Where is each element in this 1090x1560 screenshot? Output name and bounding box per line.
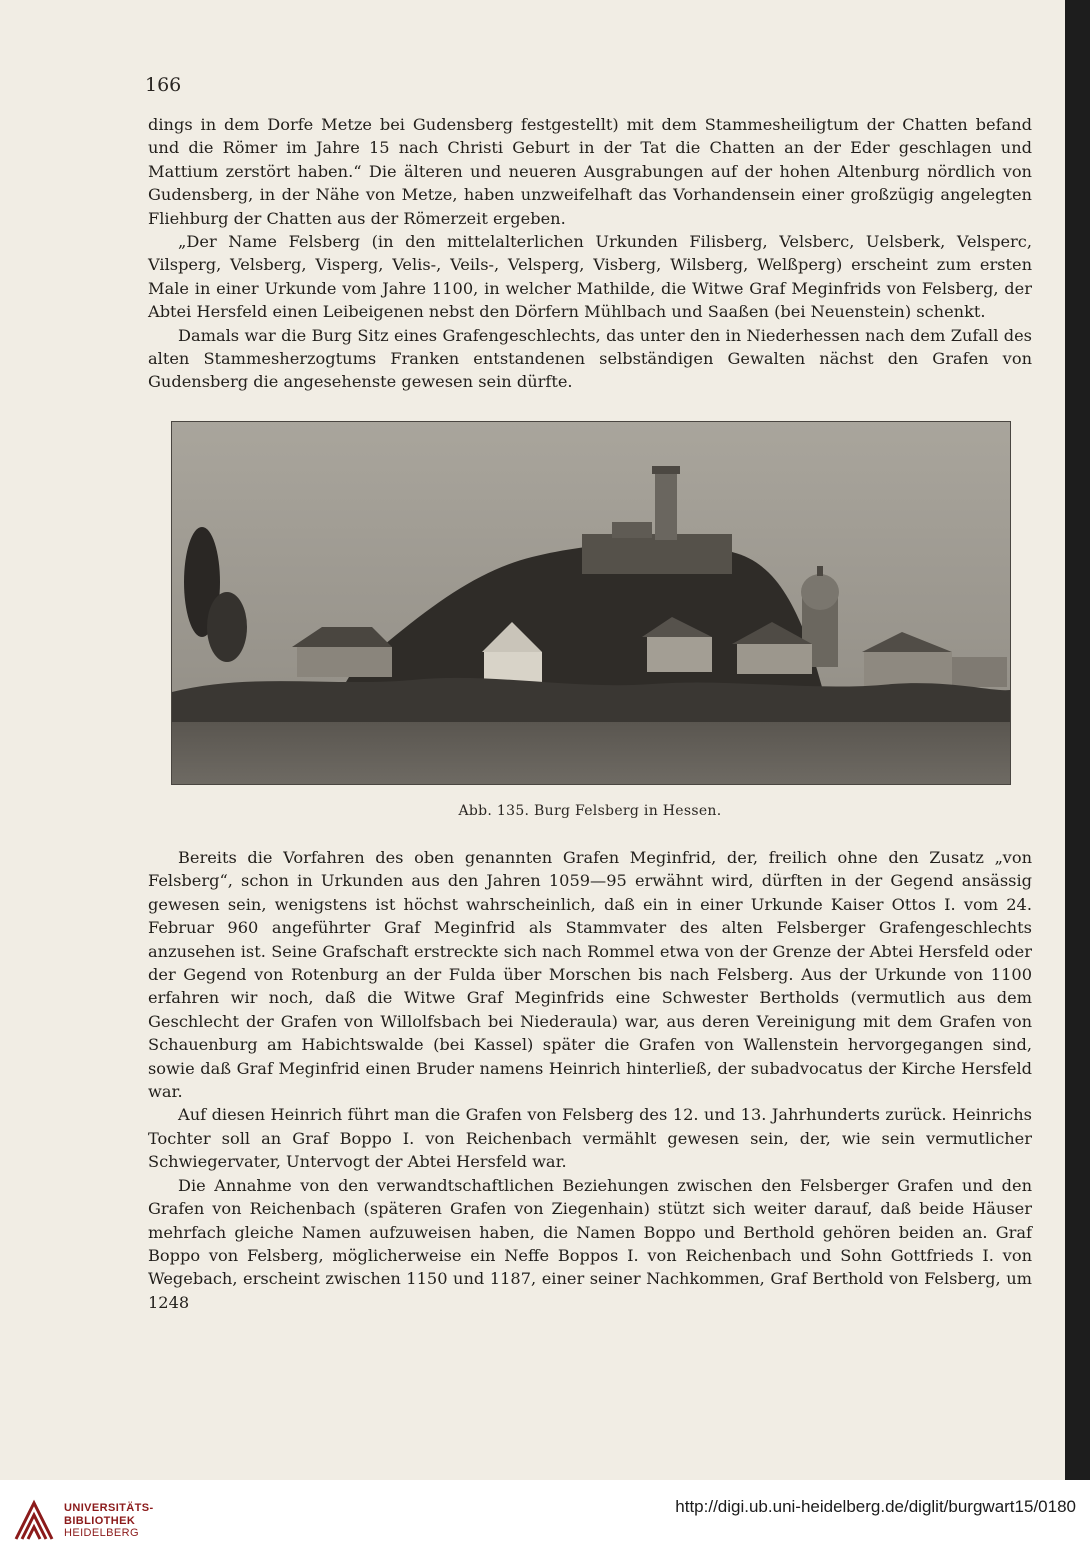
- figure-caption: Abb. 135. Burg Felsberg in Hessen.: [458, 803, 722, 819]
- library-name-line: HEIDELBERG: [64, 1527, 139, 1539]
- paragraph: dings in dem Dorfe Metze bei Gudensberg festgestellt) mit dem Stammesheiligtum der Chatten befand und die Römer im Jahre 15 nach Christi Geburt in der Tat die Chatten an der Eder geschlagen und Mattium zerstört haben.“ Die älteren und neueren Ausgrabungen auf der hohen Altenburg nördlich von Gudensberg, in der Nähe von Metze, haben unzweifelhaft das Vorhandensein einer großzügig angelegten Fliehburg der Chatten aus der Römerzeit ergeben.: [148, 115, 1032, 228]
- figure-photo-burg-felsberg: [171, 421, 1011, 785]
- university-library-logo-icon: [12, 1497, 58, 1543]
- page-number: 166: [145, 74, 182, 96]
- library-name-line: UNIVERSITÄTS-: [64, 1502, 154, 1514]
- paragraph: Bereits die Vorfahren des oben genannten Grafen Meginfrid, der, freilich ohne den Zusatz „von Felsberg“, schon in Urkunden aus den Jahren 1059—95 erwähnt wird, dürften in der Gegend ansässig gewesen sein, wenigstens ist höchst wahrscheinlich, daß ein in einer Urkunde Kaiser Ottos I. vom 24. Februar 960 angeführter Graf Meginfrid als Stammvater des alten Felsberger Grafengeschlechts anzusehen ist. Seine Grafschaft erstreckte sich nach Rommel etwa von der Grenze der Abtei Hersfeld oder der Gegend von Rotenburg an der Fulda über Morschen bis nach Felsberg. Aus der Urkunde von 1100 erfahren wir noch, daß die Witwe Graf Meginfrids eine Schwester Bertholds (vermutlich aus dem Geschlecht der Grafen von Willolfsbach bei Niederaula) war, aus deren Vereinigung mit dem Grafen von Schauenburg am Habichtswalde (bei Kassel) später die Grafen von Wallenstein hervorgegangen sind, sowie daß Graf Meginfrid einen Bruder namens Heinrich hinterließ, der subadvocatus der Kirche Hersfeld war.: [148, 848, 1032, 1102]
- footer-bar: [0, 1480, 1090, 1560]
- paragraph: „Der Name Felsberg (in den mittelalterlichen Urkunden Filisberg, Velsberc, Uelsberk, Velsperc, Vilsperg, Velsberg, Visperg, Velis-, Veils-, Velsperg, Visberg, Wilsberg, Welßperg) erscheint zum ersten Male in einer Urkunde vom Jahre 1100, in welcher Mathilde, die Witwe Graf Meginfrids von Felsberg, der Abtei Hersfeld einen Leibeigenen nebst den Dörfern Mühlbach und Saaßen (bei Neuenstein) schenkt.: [148, 232, 1032, 322]
- paragraph: Die Annahme von den verwandtschaftlichen Beziehungen zwischen den Felsberger Grafen und den Grafen von Reichenbach (späteren Grafen von Ziegenhain) stützt sich weiter darauf, daß beide Häuser mehrfach gleiche Namen aufzuweisen haben, die Namen Boppo und Berthold gehören beiden an. Graf Boppo von Felsberg, möglicherweise ein Neffe Boppos I. von Reichenbach und Sohn Gottfrieds I. von Wegebach, erscheint zwischen 1150 und 1187, einer seiner Nachkommen, Graf Berthold von Felsberg, um 1248: [148, 1175, 1032, 1312]
- upper-text-block: [148, 113, 1032, 394]
- paragraph: Damals war die Burg Sitz eines Grafengeschlechts, das unter den in Niederhessen nach dem Zufall des alten Stammesherzogtums Franken entstandenen selbständigen Gewalten nächst den Grafen von Gudensberg die angesehenste gewesen sein dürfte.: [148, 325, 1032, 392]
- source-url-link[interactable]: http://digi.ub.uni-heidelberg.de/diglit/burgwart15/0180: [675, 1497, 1076, 1516]
- paragraph: Auf diesen Heinrich führt man die Grafen von Felsberg des 12. und 13. Jahrhunderts zurück. Heinrichs Tochter soll an Graf Boppo I. von Reichenbach vermählt gewesen sein, der, wie sein vermutlicher Schwiegervater, Untervogt der Abtei Hersfeld war.: [148, 1105, 1032, 1172]
- lower-text-block: [148, 846, 1032, 1314]
- library-name: [64, 1502, 154, 1540]
- library-name-line: BIBLIOTHEK: [64, 1514, 136, 1527]
- castle-photo-illustration: [172, 422, 1010, 784]
- scan-edge: [1065, 0, 1090, 1480]
